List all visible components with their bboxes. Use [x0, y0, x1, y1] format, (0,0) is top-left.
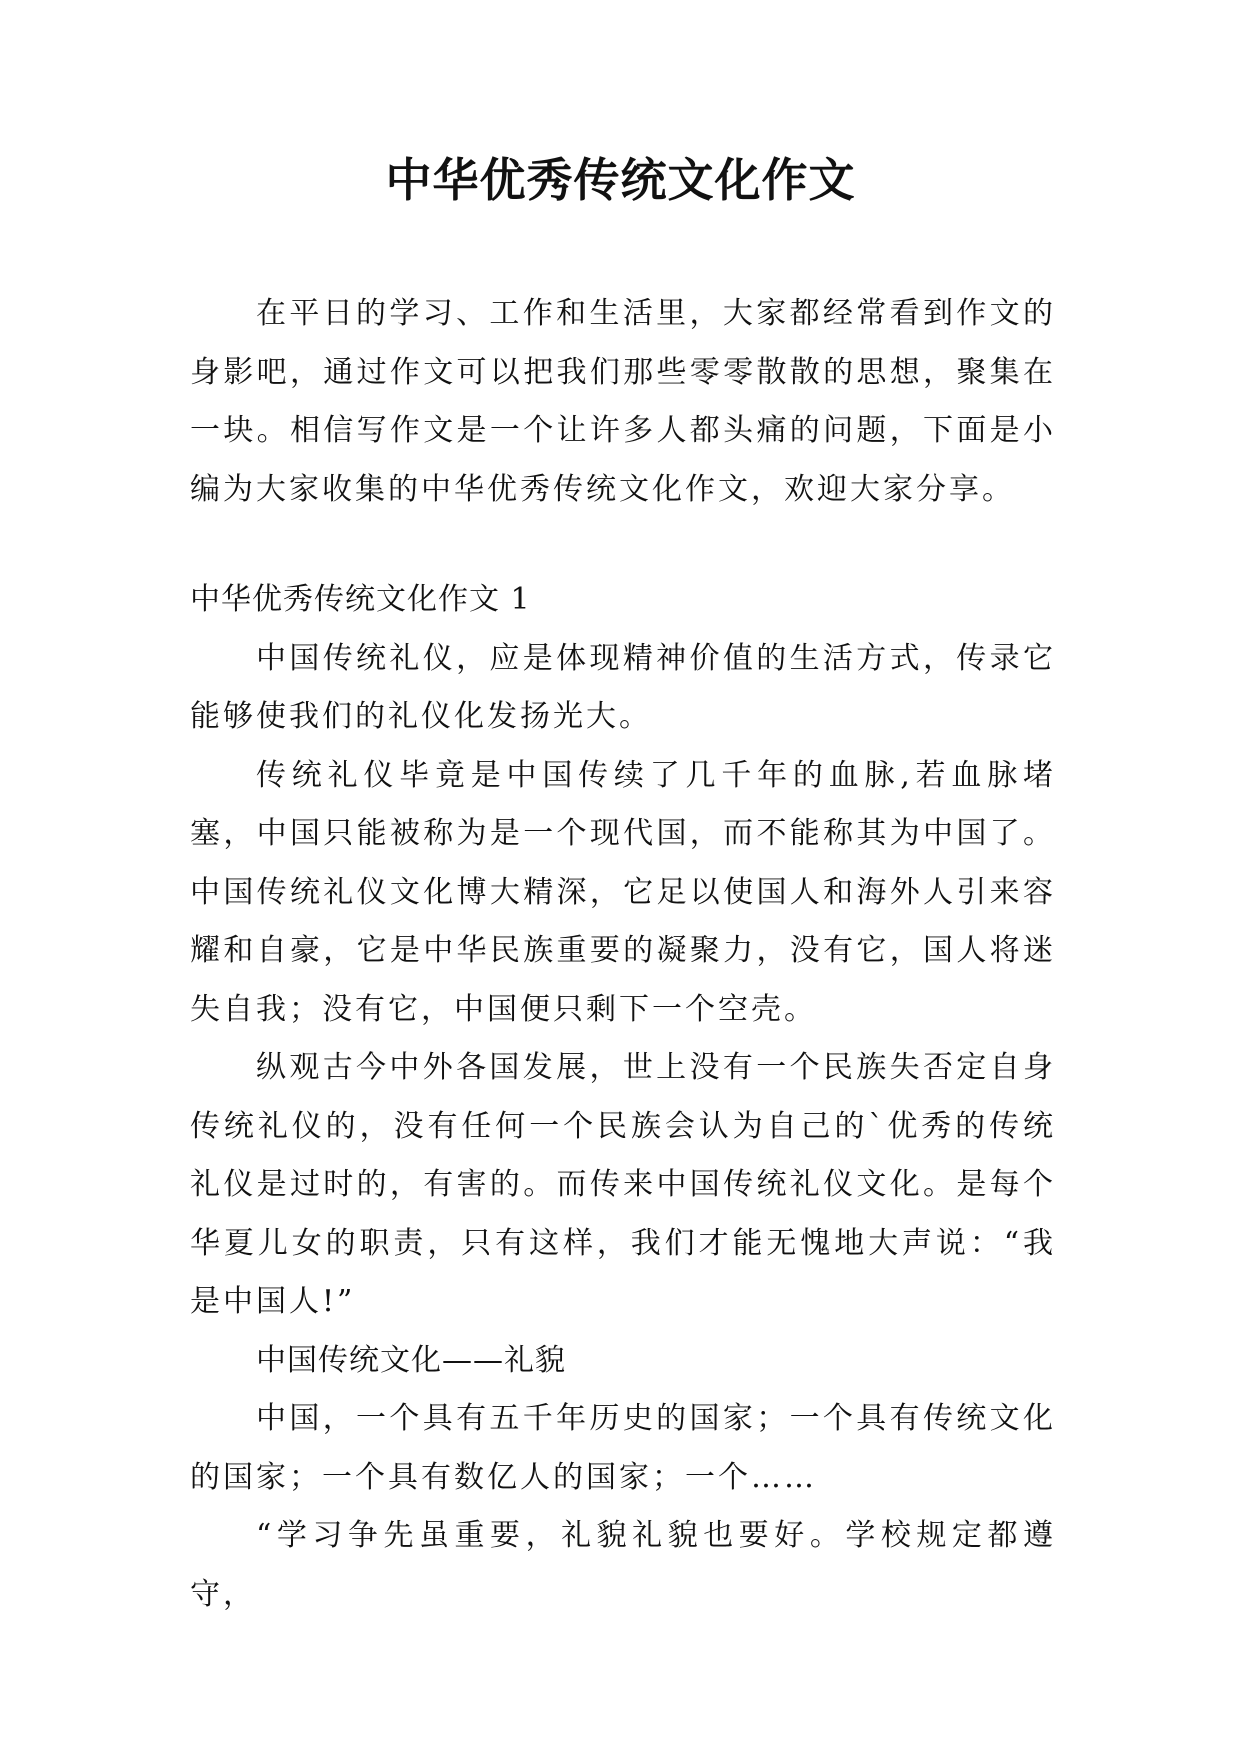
document-body: [190, 285, 1056, 1624]
intro-paragraph: 在平日的学习、工作和生活里，大家都经常看到作文的身影吧，通过作文可以把我们那些零零散散的思想，聚集在一块。相信写作文是一个让许多人都头痛的问题，下面是小编为大家收集的中华优秀传统文化作文，欢迎大家分享。: [190, 296, 1056, 507]
body-paragraph: 中国，一个具有五千年历史的国家；一个具有传统文化的国家；一个具有数亿人的国家；一个……: [190, 1401, 1056, 1495]
body-paragraph: 中国传统礼仪，应是体现精神价值的生活方式，传录它能够使我们的礼仪化发扬光大。: [190, 640, 1056, 734]
document-title: 中华优秀传统文化作文: [385, 153, 856, 207]
body-paragraph: 传统礼仪毕竟是中国传续了几千年的血脉,若血脉堵塞，中国只能被称为是一个现代国，而不能称其为中国了。中国传统礼仪文化博大精深，它足以使国人和海外人引来容耀和自豪，它是中华民族重要的凝聚力，没有它，国人将迷失自我；没有它，中国便只剩下一个空壳。: [190, 757, 1056, 1027]
body-paragraph: 纵观古今中外各国发展，世上没有一个民族失否定自身传统礼仪的，没有任何一个民族会认为自己的`优秀的传统礼仪是过时的，有害的。而传来中国传统礼仪文化。是每个华夏儿女的职责，只有这样，我们才能无愧地大声说：“我是中国人!”: [190, 1050, 1056, 1319]
section-heading: 中华优秀传统文化作文 1: [190, 582, 531, 617]
subheading: 中国传统文化——礼貌: [256, 1342, 566, 1378]
body-paragraph: “学习争先虽重要，礼貌礼貌也要好。学校规定都遵守，: [190, 1518, 1056, 1612]
